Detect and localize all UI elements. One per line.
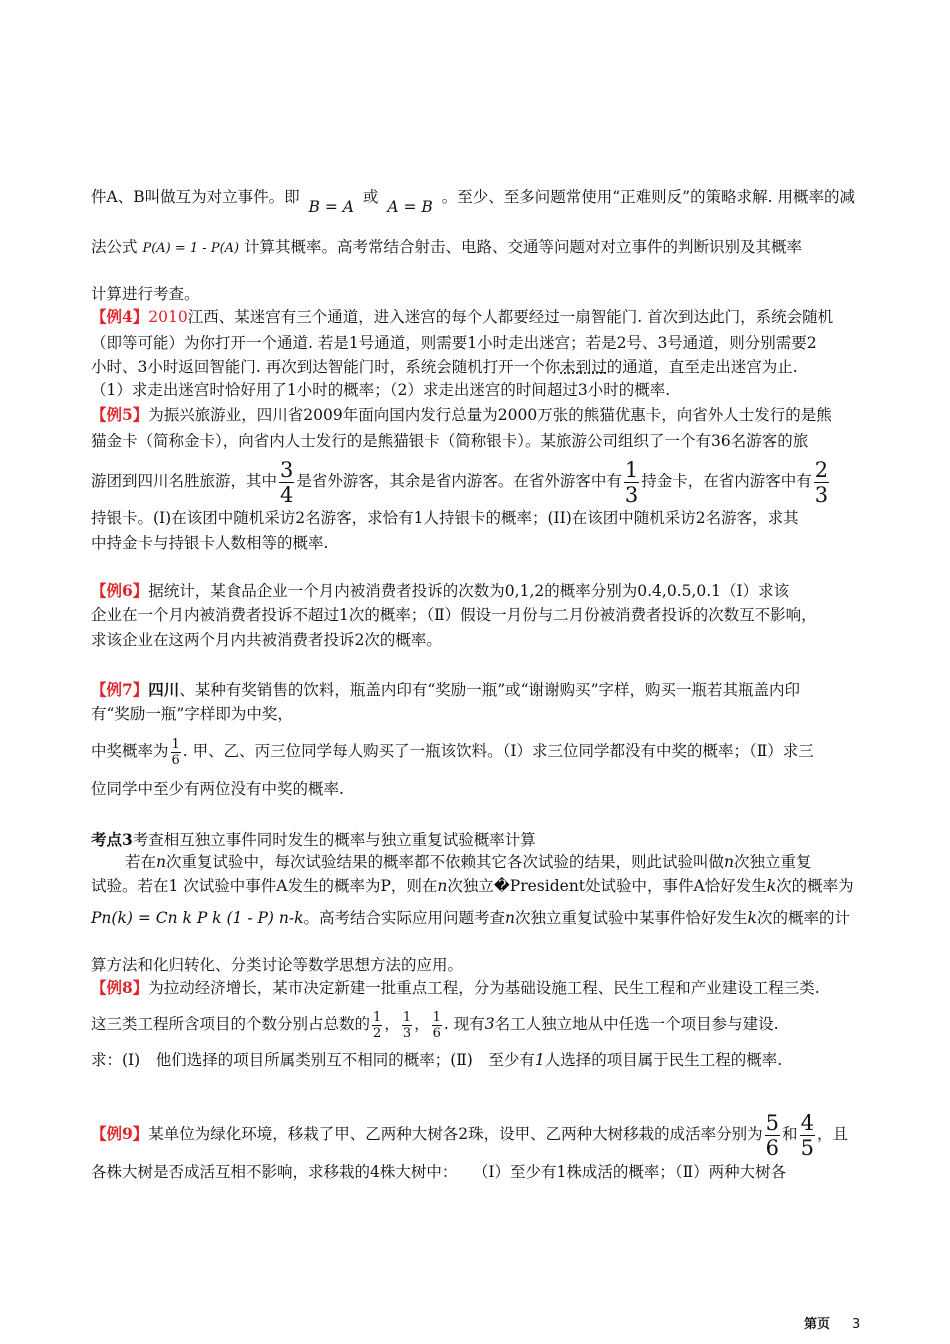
- ex5-line-5: 中持金卡与持银卡人数相等的概率.: [91, 534, 329, 552]
- ex6-tag: 【例6】: [91, 581, 149, 600]
- ex7-line-2: 有“奖励一瓶”字样即为中奖，: [91, 705, 293, 723]
- fraction-5-6: $\frac{5}{6}$: [765, 1110, 780, 1160]
- fraction-4-5: $\frac{4}{5}$: [800, 1110, 814, 1160]
- ex7-line-3: 中奖概率为 $\frac{1}{6}$ . 甲、乙、丙三位同学每人购买了一瓶该饮料。（Ⅰ）求三位同学都没有中奖的概率；（Ⅱ）求三: [91, 736, 814, 768]
- formula-binomial: Pn(k) = Cn k P k (1 - P) n-k: [91, 909, 304, 927]
- ex5-line-3: 游团到四川名胜旅游，其中 $\frac{3}{4}$ 是省外游客，其余是省内游客。在省外游客中有 $\frac{1}{3}$ 持金卡，在省内游客中有 $\frac{2}{3}$: [91, 457, 829, 507]
- intro-line-2: 法公式 P(A) = 1 - P(A) 计算其概率。高考常结合射击、电路、交通等问题对对立事件的判断识别及其概率: [91, 238, 803, 256]
- section-heading-kaodian3: 考点3考查相互独立事件同时发生的概率与独立重复试验概率计算: [91, 830, 536, 849]
- ex5-line-2: 猫金卡（简称金卡），向省内人士发行的是熊猫银卡（简称银卡）。某旅游公司组织了一个有36名游客的旅: [91, 432, 809, 450]
- intro-line-1: 件A、B叫做互为对立事件。即 B = A 或 A = B 。至少、至多问题常使用“正难则反”的策略求解. 用概率的减: [91, 188, 855, 216]
- kaodian3-line-3: Pn(k) = Cn k P k (1 - P) n-k。高考结合实际应用问题考查n次独立重复试验中某事件恰好发生k次的概率的计: [91, 909, 850, 927]
- intro-line-3: 计算进行考查。: [91, 285, 200, 303]
- ex9-tag: 【例9】: [91, 1124, 149, 1143]
- ex8-tag: 【例8】: [91, 978, 149, 997]
- ex9-line-2: 各株大树是否成活互相不影响，求移栽的4株大树中： （Ⅰ）至少有1株成活的概率；（Ⅱ）两种大树各: [91, 1163, 787, 1181]
- ex7-line-1: 【例7】四川、某种有奖销售的饮料，瓶盖内印有“奖励一瓶”或“谢谢购买”字样，购买一瓶若其瓶盖内印: [91, 680, 801, 699]
- fraction-1-3: $\frac{1}{3}$: [624, 457, 639, 507]
- ex6-line-1: 【例6】据统计，某食品企业一个月内被消费者投诉的次数为0,1,2的概率分别为0.4,0.5,0.1（Ⅰ）求该: [91, 581, 790, 600]
- kaodian3-line-1: 若在n次重复试验中，每次试验结果的概率都不依赖其它各次试验的结果，则此试验叫做n次独立重复: [125, 853, 812, 871]
- ex4-line-3: 小时、3小时返回智能门. 再次到达智能门时，系统会随机打开一个你未到过的通道，直至走出迷宫为止.: [91, 358, 798, 376]
- ex9-line-1: 【例9】某单位为绿化环境，移栽了甲、乙两种大树各2珠，设甲、乙两种大树移栽的成活率分别为 $\frac{5}{6}$ 和 $\frac{4}{5}$ ，且: [91, 1110, 848, 1160]
- ex5-tag: 【例5】: [91, 405, 149, 424]
- formula-b-eq-not-a: B = A: [308, 198, 354, 216]
- ex8-line-1: 【例8】为拉动经济增长，某市决定新建一批重点工程，分为基础设施工程、民生工程和产业建设工程三类.: [91, 978, 820, 997]
- ex5-line-4: 持银卡。(I)在该团中随机采访2名游客，求恰有1人持银卡的概率；(II)在该团中随机采访2名游客，求其: [91, 509, 799, 527]
- fraction-1-2: $\frac{1}{2}$: [373, 1009, 382, 1041]
- footer-label: 第页: [804, 1317, 831, 1332]
- ex4-year: 2010: [148, 308, 188, 326]
- ex4-emphasis-dots: 未到过: [560, 358, 607, 376]
- fraction-1-3-b: $\frac{1}{3}$: [402, 1009, 412, 1041]
- formula-complement: P(A) = 1 - P(A): [142, 241, 240, 256]
- fraction-2-3: $\frac{2}{3}$: [814, 457, 829, 507]
- ex7-line-4: 位同学中至少有两位没有中奖的概率.: [91, 780, 344, 798]
- ex4-tag: 【例4】: [91, 307, 149, 326]
- fraction-3-4: $\frac{3}{4}$: [280, 457, 294, 507]
- formula-a-eq-not-b: A = B: [387, 198, 433, 216]
- ex4-line-4: （1）求走出迷宫时恰好用了1小时的概率；（2）求走出迷宫的时间超过3小时的概率.: [91, 381, 671, 399]
- ex4-line-1: 【例4】2010江西、某迷宫有三个通道，进入迷宫的每个人都要经过一扇智能门. 首次到达此门，系统会随机: [91, 307, 834, 326]
- ex8-line-2: 这三类工程所含项目的个数分别占总数的 $\frac{1}{2}$ ， $\frac{1}{3}$ ， $\frac{1}{6}$ . 现有3名工人独立地从中任选一个项目参与建设.: [91, 1009, 779, 1041]
- fraction-1-6: $\frac{1}{6}$: [171, 736, 180, 768]
- ex4-line-2: （即等可能）为你打开一个通道. 若是1号通道，则需要1小时走出迷宫；若是2号、3号通道，则分别需要2: [91, 334, 817, 352]
- kaodian3-line-4: 算方法和化归转化、分类讨论等数学思想方法的应用。: [91, 956, 464, 974]
- ex7-tag: 【例7】: [91, 680, 149, 699]
- ex6-line-3: 求该企业在这两个月内共被消费者投诉2次的概率。: [91, 631, 442, 649]
- ex5-line-1: 【例5】为振兴旅游业，四川省2009年面向国内发行总量为2000万张的熊猫优惠卡，向省外人士发行的是熊: [91, 405, 832, 424]
- ex8-line-3: 求：(Ⅰ) 他们选择的项目所属类别互不相同的概率；(Ⅱ) 至少有1人选择的项目属于民生工程的概率.: [91, 1051, 783, 1069]
- page-number: 3: [852, 1317, 861, 1332]
- fraction-1-6-b: $\frac{1}{6}$: [432, 1009, 441, 1041]
- kaodian3-line-2: 试验。若在1 次试验中事件A发生的概率为P，则在n次独立�President处试验中，事件A恰好发生k次的概率为: [91, 877, 854, 895]
- page-footer: [804, 1313, 860, 1332]
- ex6-line-2: 企业在一个月内被消费者投诉不超过1次的概率；（Ⅱ）假设一月份与二月份被消费者投诉的次数互不影响，: [91, 606, 817, 624]
- ex7-place: 四川: [148, 680, 180, 699]
